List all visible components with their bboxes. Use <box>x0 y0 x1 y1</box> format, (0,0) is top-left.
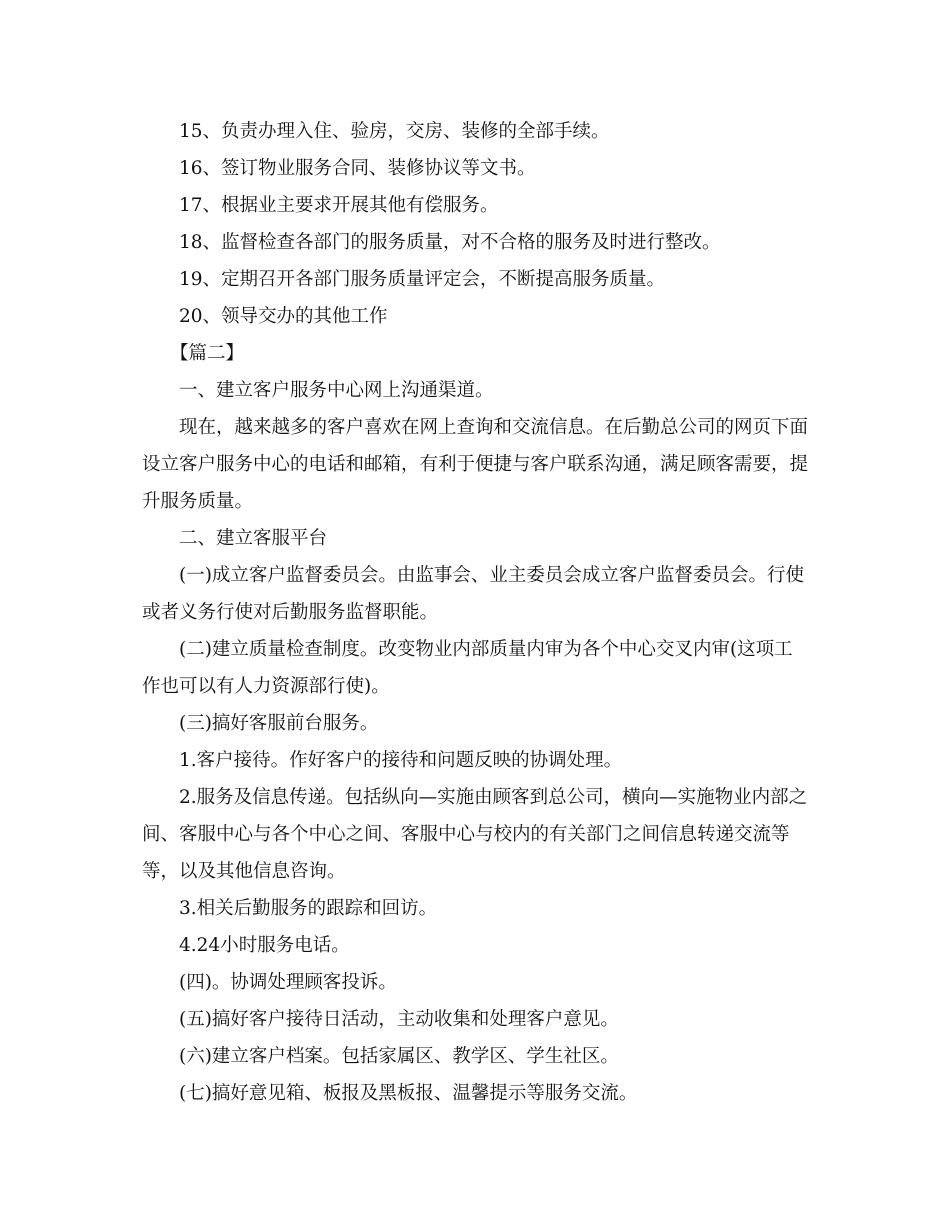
paragraph-complaints: (四)。协调处理顾客投诉。 <box>179 972 397 993</box>
section-heading-1: 一、建立客户服务中心网上沟通渠道。 <box>179 380 494 401</box>
paragraph-item-18: 18、监督检查各部门的服务质量，对不合格的服务及时进行整改。 <box>179 232 721 253</box>
paragraph-customer-archive: (六)建立客户档案。包括家属区、教学区、学生社区。 <box>179 1046 619 1067</box>
paragraph-follow-up: 3.相关后勤服务的跟踪和回访。 <box>179 898 438 919</box>
paragraph-reception-day: (五)搞好客户接待日活动，主动收集和处理客户意见。 <box>179 1009 619 1030</box>
paragraph-front-desk: (三)搞好客服前台服务。 <box>179 713 379 734</box>
paragraph-item-17: 17、根据业主要求开展其他有偿服务。 <box>179 195 499 216</box>
paragraph-online-channel: 现在，越来越多的客户喜欢在网上查询和交流信息。在后勤总公司的网页下面设立客户服务中心的电话和邮箱，有利于便捷与客户联系沟通，满足顾客需要，提升服务质量。 <box>142 417 809 512</box>
section-heading-2: 二、建立客服平台 <box>179 528 328 549</box>
paragraph-hotline: 4.24小时服务电话。 <box>179 935 350 956</box>
paragraph-item-19: 19、定期召开各部门服务质量评定会，不断提高服务质量。 <box>179 269 666 290</box>
paragraph-item-15: 15、负责办理入住、验房，交房、装修的全部手续。 <box>179 121 610 142</box>
paragraph-supervision-committee: (一)成立客户监督委员会。由监事会、业主委员会成立客户监督委员会。行使或者义务行使对后勤服务监督职能。 <box>142 565 804 623</box>
document-body <box>142 113 808 1112</box>
paragraph-quality-inspection: (二)建立质量检查制度。改变物业内部质量内审为各个中心交叉内审(这项工作也可以有人力资源部行使)。 <box>142 639 793 697</box>
paragraph-suggestion-box: (七)搞好意见箱、板报及黑板报、温馨提示等服务交流。 <box>179 1083 638 1104</box>
paragraph-reception: 1.客户接待。作好客户的接待和问题反映的协调处理。 <box>179 750 623 771</box>
paragraph-info-transfer: 2.服务及信息传递。包括纵向—实施由顾客到总公司，横向—实施物业内部之间、客服中心与各个中心之间、客服中心与校内的有关部门之间信息转递交流等等，以及其他信息咨询。 <box>142 787 808 882</box>
paragraph-item-16: 16、签订物业服务合同、装修协议等文书。 <box>179 158 536 179</box>
paragraph-item-20: 20、领导交办的其他工作 <box>179 306 388 327</box>
section-heading-part-two: 【篇二】 <box>170 343 245 364</box>
